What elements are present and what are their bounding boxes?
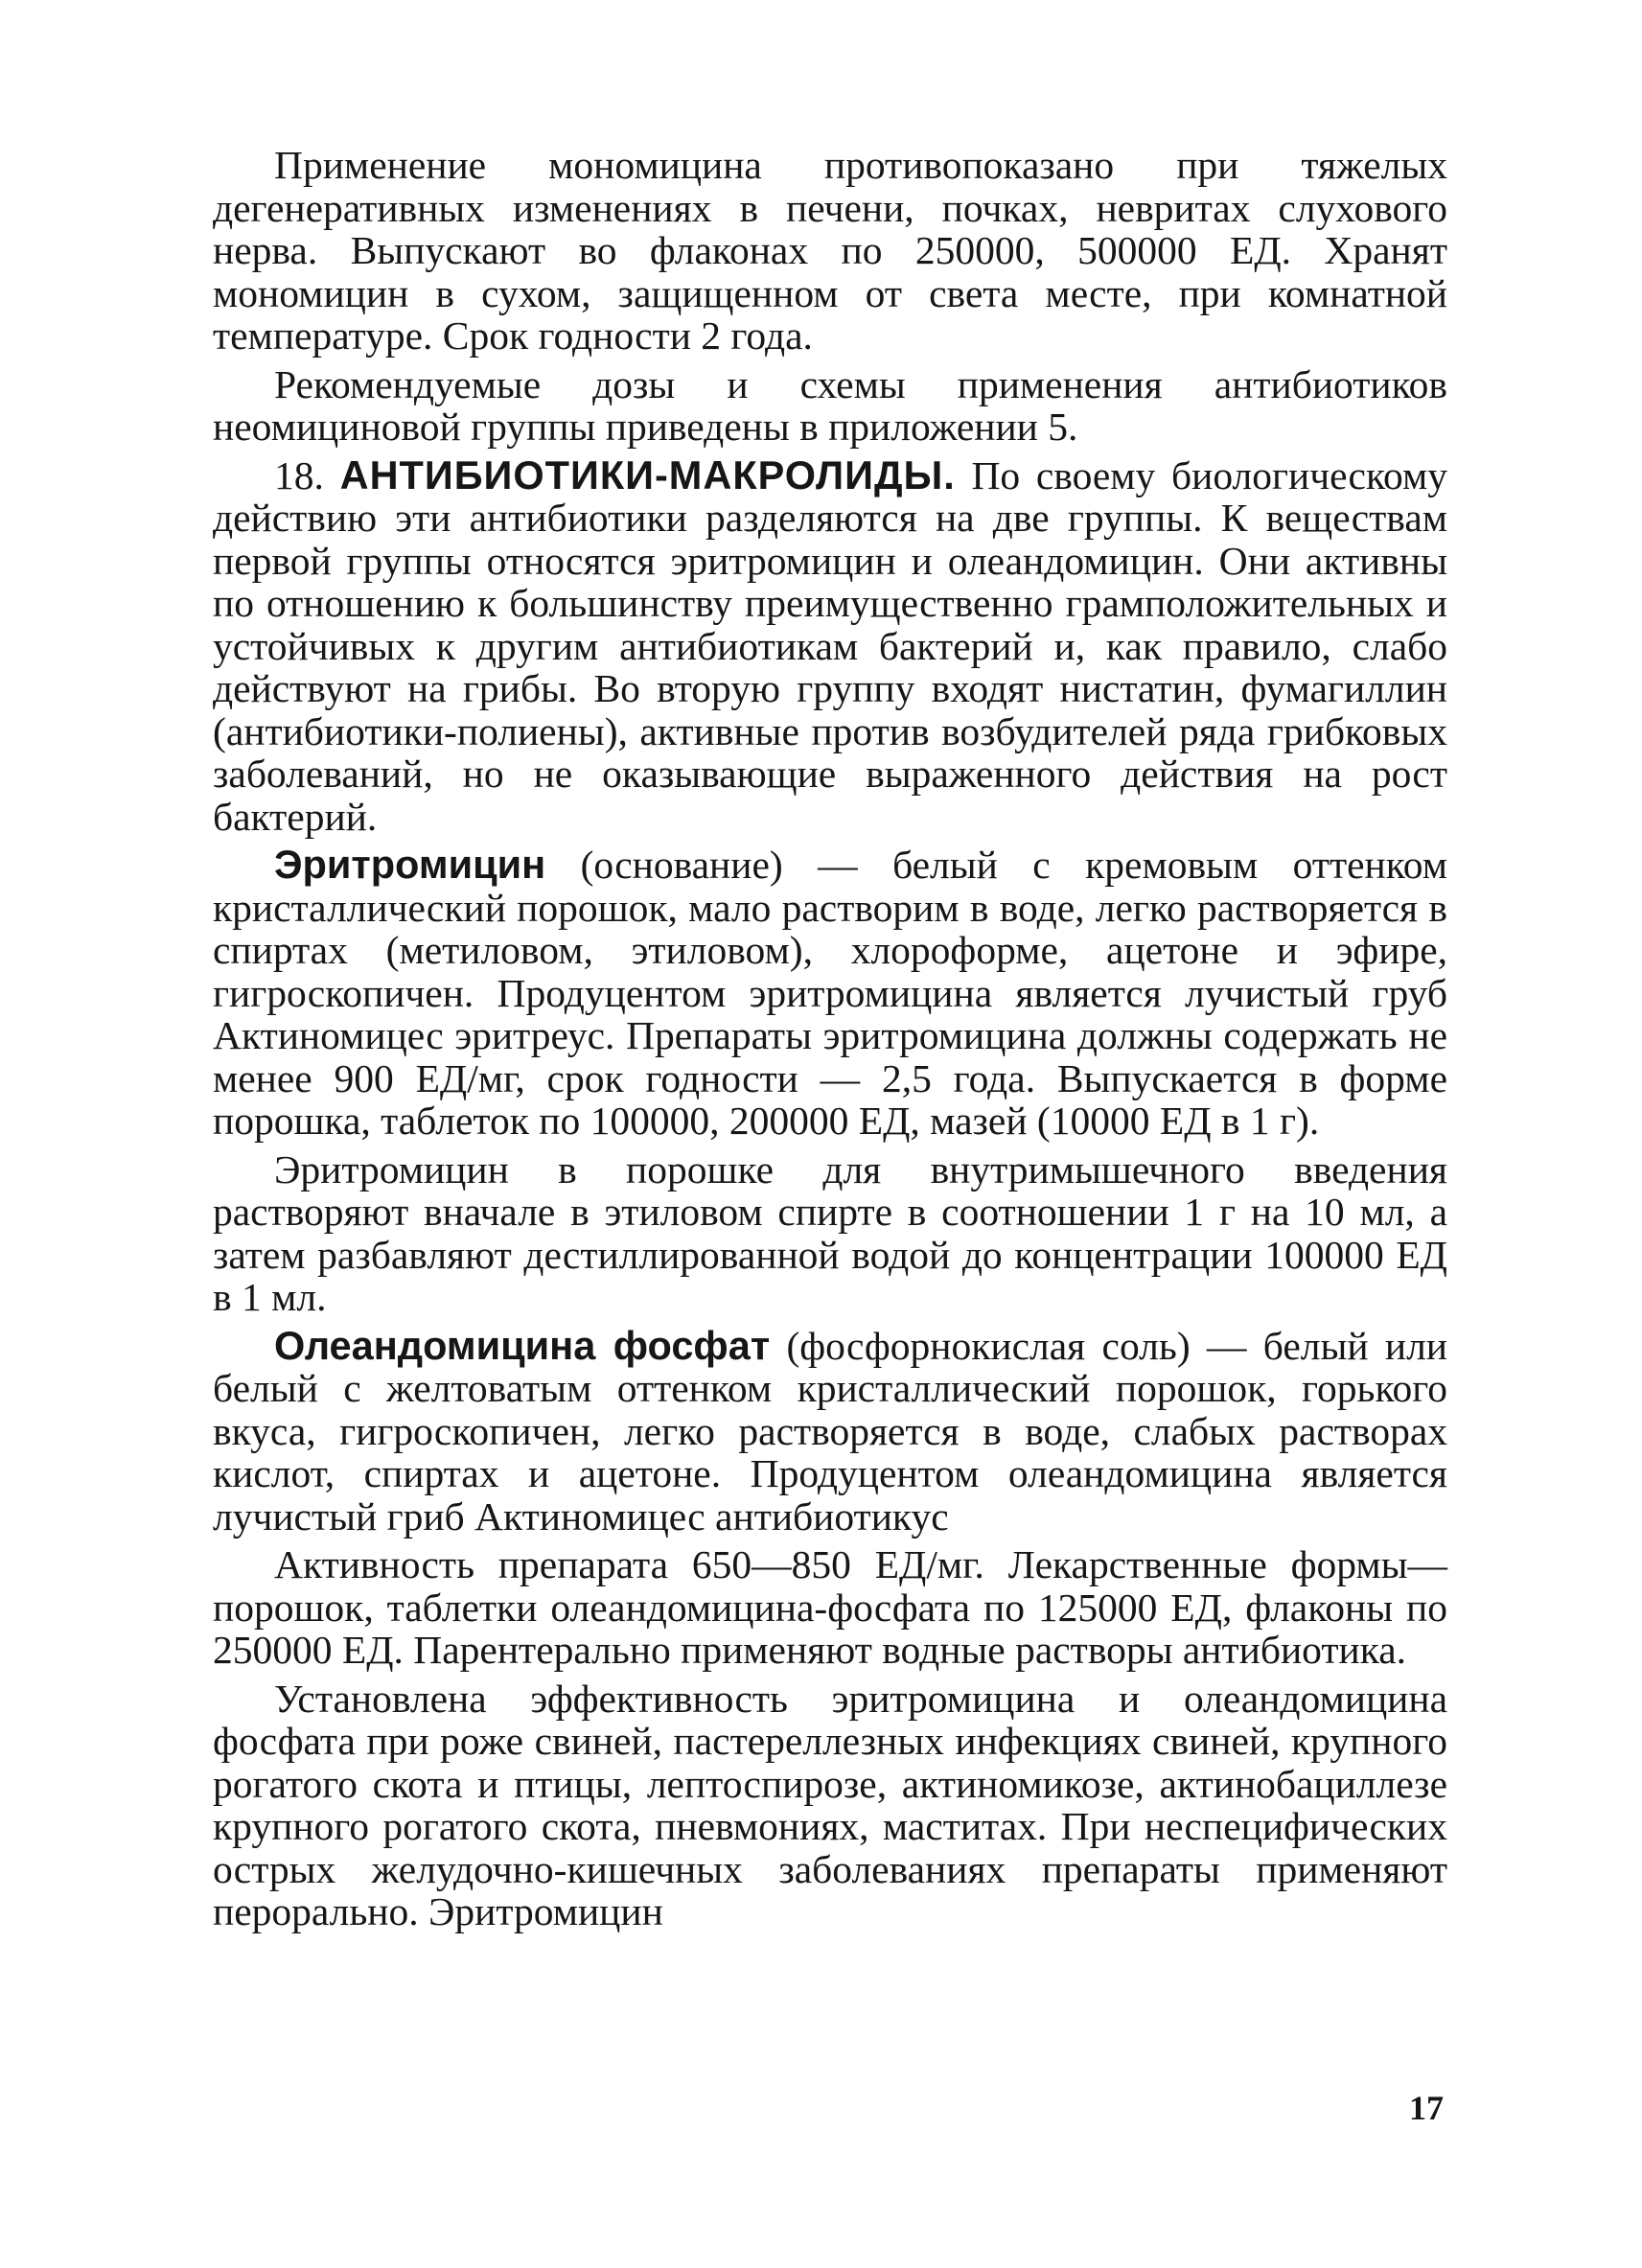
paragraph-efficacy: Установлена эффективность эритромицина и олеандомицина фосфата при роже свиней, пастереллезных инфекциях свиней, крупного рогатого скота и птицы, лептоспирозе, актиномикозе, актинобациллезе крупного рогатого скота, пневмониях, маститах. При неспецифических острых желудочно-кишечных заболеваниях препараты применяют перорально. Эритромицин [213,1676,1447,1933]
section-18-text: По своему биологическому действию эти антибиотики разделяются на две группы. К веществам первой группы относятся эритромицин и олеандомицин. Они активны по отношению к большинству преимущественно грамположительных и устойчивых к другим антибиотикам бактерий и, как правило, слабо действуют на грибы. Во вторую группу входят нистатин, фумагиллин (антибиотики-полиены), активные против возбудителей ряда грибковых заболеваний, но не оказывающие выраженного действия на рост бактерий. [213,452,1448,839]
erythromycin-text: (основание) — белый с кремовым оттенком кристаллический порошок, мало растворим в воде, легко растворяется в спиртах (метиловом, этиловом), хлороформе, ацетоне и эфире, гигроскопичен. Продуцентом эритромицина является лучистый груб Актиномицес эритреус. Препараты эритромицина должны содержать не менее 900 ЕД/мг, срок годности — 2,5 года. Выпускается в форме порошка, таблеток по 100000, 200000 ЕД, мазей (10000 ЕД в 1 г). [213,843,1448,1143]
paragraph-mono-contra: Применение мономицина противопоказано при тяжелых дегенеративных изменениях в печени, почках, невритах слухового нерва. Выпускают во флаконах по 250000, 500000 ЕД. Хранят мономицин в сухом, защищенном от света месте, при комнатной температуре. Срок годности 2 года. [213,143,1447,358]
section-18-paragraph [213,451,1448,839]
section-number: 18. [274,452,324,498]
paragraph-erythromycin [213,844,1447,1143]
page-number: 17 [1409,2089,1444,2127]
term-erythromycin: Эритромицин [274,842,546,887]
paragraph-oleandomycin [213,1322,1448,1539]
paragraph-neomycin-doses: Рекомендуемые дозы и схемы применения антибиотиков неомициновой группы приведены в приложении 5. [213,361,1447,449]
paragraph-erythromycin-dilution: Эритромицин в порошке для внутримышечного введения растворяют вначале в этиловом спирте в соотношении 1 г на 10 мл, а затем разбавляют дестиллированной водой до концентрации 100000 ЕД в 1 мл. [213,1146,1447,1319]
paragraph-oleandomycin-activity: Активность препарата 650—850 ЕД/мг. Лекарственные формы—порошок, таблетки олеандомицина-фосфата по 125000 ЕД, флаконы по 250000 ЕД. Парентерально применяют водные растворы антибиотика. [213,1542,1447,1672]
section-title: АНТИБИОТИКИ-МАКРОЛИДЫ. [339,451,956,498]
document-page [213,144,1447,1933]
oleandomycin-text: (фосфорнокислая соль) — белый или белый с желтоватым оттенком кристаллический порошок, горького вкуса, гигроскопичен, легко растворяется в воде, слабых растворах кислот, спиртах и ацетоне. Продуцентом олеандомицина является лучистый гриб Актиномицес антибиотикус [213,1323,1448,1539]
term-oleandomycin: Олеандомицина фосфат [274,1322,771,1368]
